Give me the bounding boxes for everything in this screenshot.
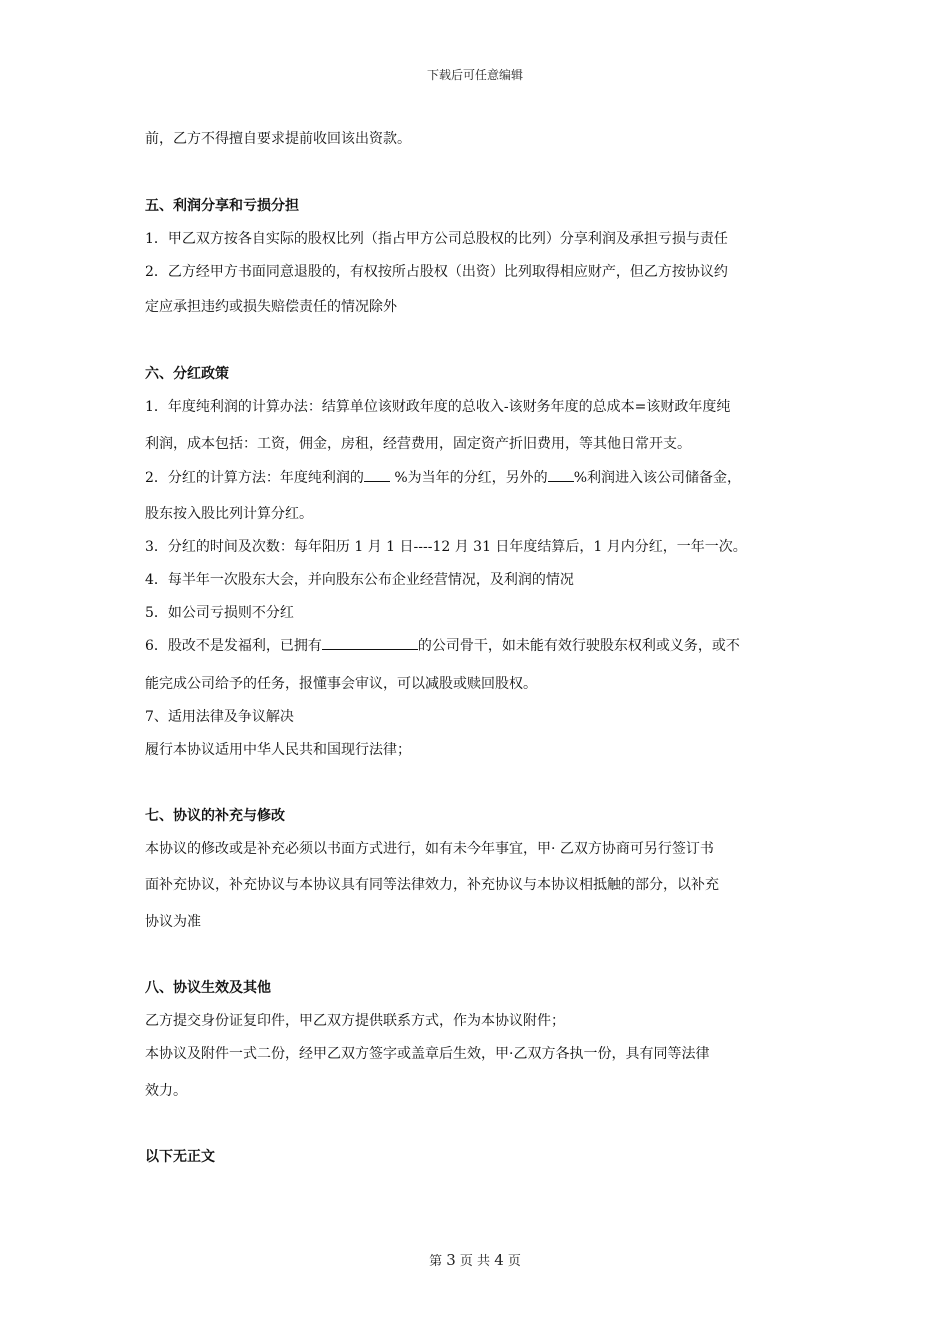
paragraph-line: 1．年度纯利润的计算办法：结算单位该财政年度的总收入-该财务年度的总成本=该财政年度纯 <box>145 399 731 415</box>
paragraph-line: 股东按入股比列计算分红。 <box>145 506 313 522</box>
paragraph-text: 2．分红的计算方法：年度纯利润的 <box>145 470 364 486</box>
section-heading-7: 七、协议的补充与修改 <box>145 808 285 824</box>
section-heading-8: 八、协议生效及其他 <box>145 980 271 996</box>
page-total: 4 <box>494 1251 504 1269</box>
page-label: 第 <box>429 1254 443 1269</box>
page-label: 页 共 <box>459 1254 491 1269</box>
fill-in-blank[interactable] <box>548 467 574 482</box>
fill-in-blank[interactable] <box>364 467 390 482</box>
paragraph-text: %为当年的分红，另外的 <box>389 470 548 486</box>
section-heading-5: 五、利润分享和亏损分担 <box>145 198 299 214</box>
section-heading-6: 六、分红政策 <box>145 366 229 382</box>
page-footer <box>0 1250 950 1269</box>
paragraph-line: 本协议的修改或是补充必须以书面方式进行，如有未今年事宜，甲· 乙双方协商可另行签订书 <box>145 841 714 857</box>
paragraph-line: 前，乙方不得擅自要求提前收回该出资款。 <box>145 131 411 147</box>
paragraph-text: 的公司骨干，如未能有效行驶股东权利或义务，或不 <box>417 638 740 654</box>
paragraph-line <box>145 635 740 655</box>
paragraph-line: 利润，成本包括：工资，佣金，房租，经营费用，固定资产折旧费用，等其他日常开支。 <box>145 436 691 452</box>
paragraph-line: 能完成公司给予的任务，报懂事会审议，可以减股或赎回股权。 <box>145 676 537 692</box>
paragraph-line: 2．乙方经甲方书面同意退股的，有权按所占股权（出资）比列取得相应财产，但乙方按协议约 <box>145 264 728 280</box>
paragraph-text: %利润进入该公司储备金， <box>573 470 741 486</box>
paragraph-line: 效力。 <box>145 1083 187 1099</box>
page-header: 下载后可任意编辑 <box>426 68 523 82</box>
paragraph-line: 5．如公司亏损则不分红 <box>145 605 294 621</box>
paragraph-text: 6．股改不是发福利，已拥有 <box>145 638 322 654</box>
page-label: 页 <box>507 1254 521 1269</box>
paragraph-line: 定应承担违约或损失赔偿责任的情况除外 <box>145 299 397 315</box>
paragraph-line: 4．每半年一次股东大会，并向股东公布企业经营情况，及利润的情况 <box>145 572 574 588</box>
paragraph-line: 履行本协议适用中华人民共和国现行法律； <box>145 742 411 758</box>
paragraph-line: 3．分红的时间及次数：每年阳历 1 月 1 日----12 月 31 日年度结算后，1 月内分红，一年一次。 <box>145 539 747 555</box>
paragraph-line: 面补充协议，补充协议与本协议具有同等法律效力，补充协议与本协议相抵触的部分，以补充 <box>145 877 719 893</box>
paragraph-line <box>145 467 741 487</box>
paragraph-line: 7、适用法律及争议解决 <box>145 709 294 725</box>
paragraph-line: 乙方提交身份证复印件，甲乙双方提供联系方式，作为本协议附件； <box>145 1013 565 1029</box>
page-number: 3 <box>446 1251 456 1269</box>
fill-in-blank[interactable] <box>322 635 418 650</box>
paragraph-line: 本协议及附件一式二份，经甲乙双方签字或盖章后生效，甲·乙双方各执一份，具有同等法律 <box>145 1046 710 1062</box>
end-of-text-marker: 以下无正文 <box>145 1149 215 1165</box>
paragraph-line: 1．甲乙双方按各自实际的股权比列（指占甲方公司总股权的比列）分享利润及承担亏损与责任 <box>145 231 728 247</box>
paragraph-line: 协议为准 <box>145 914 201 930</box>
